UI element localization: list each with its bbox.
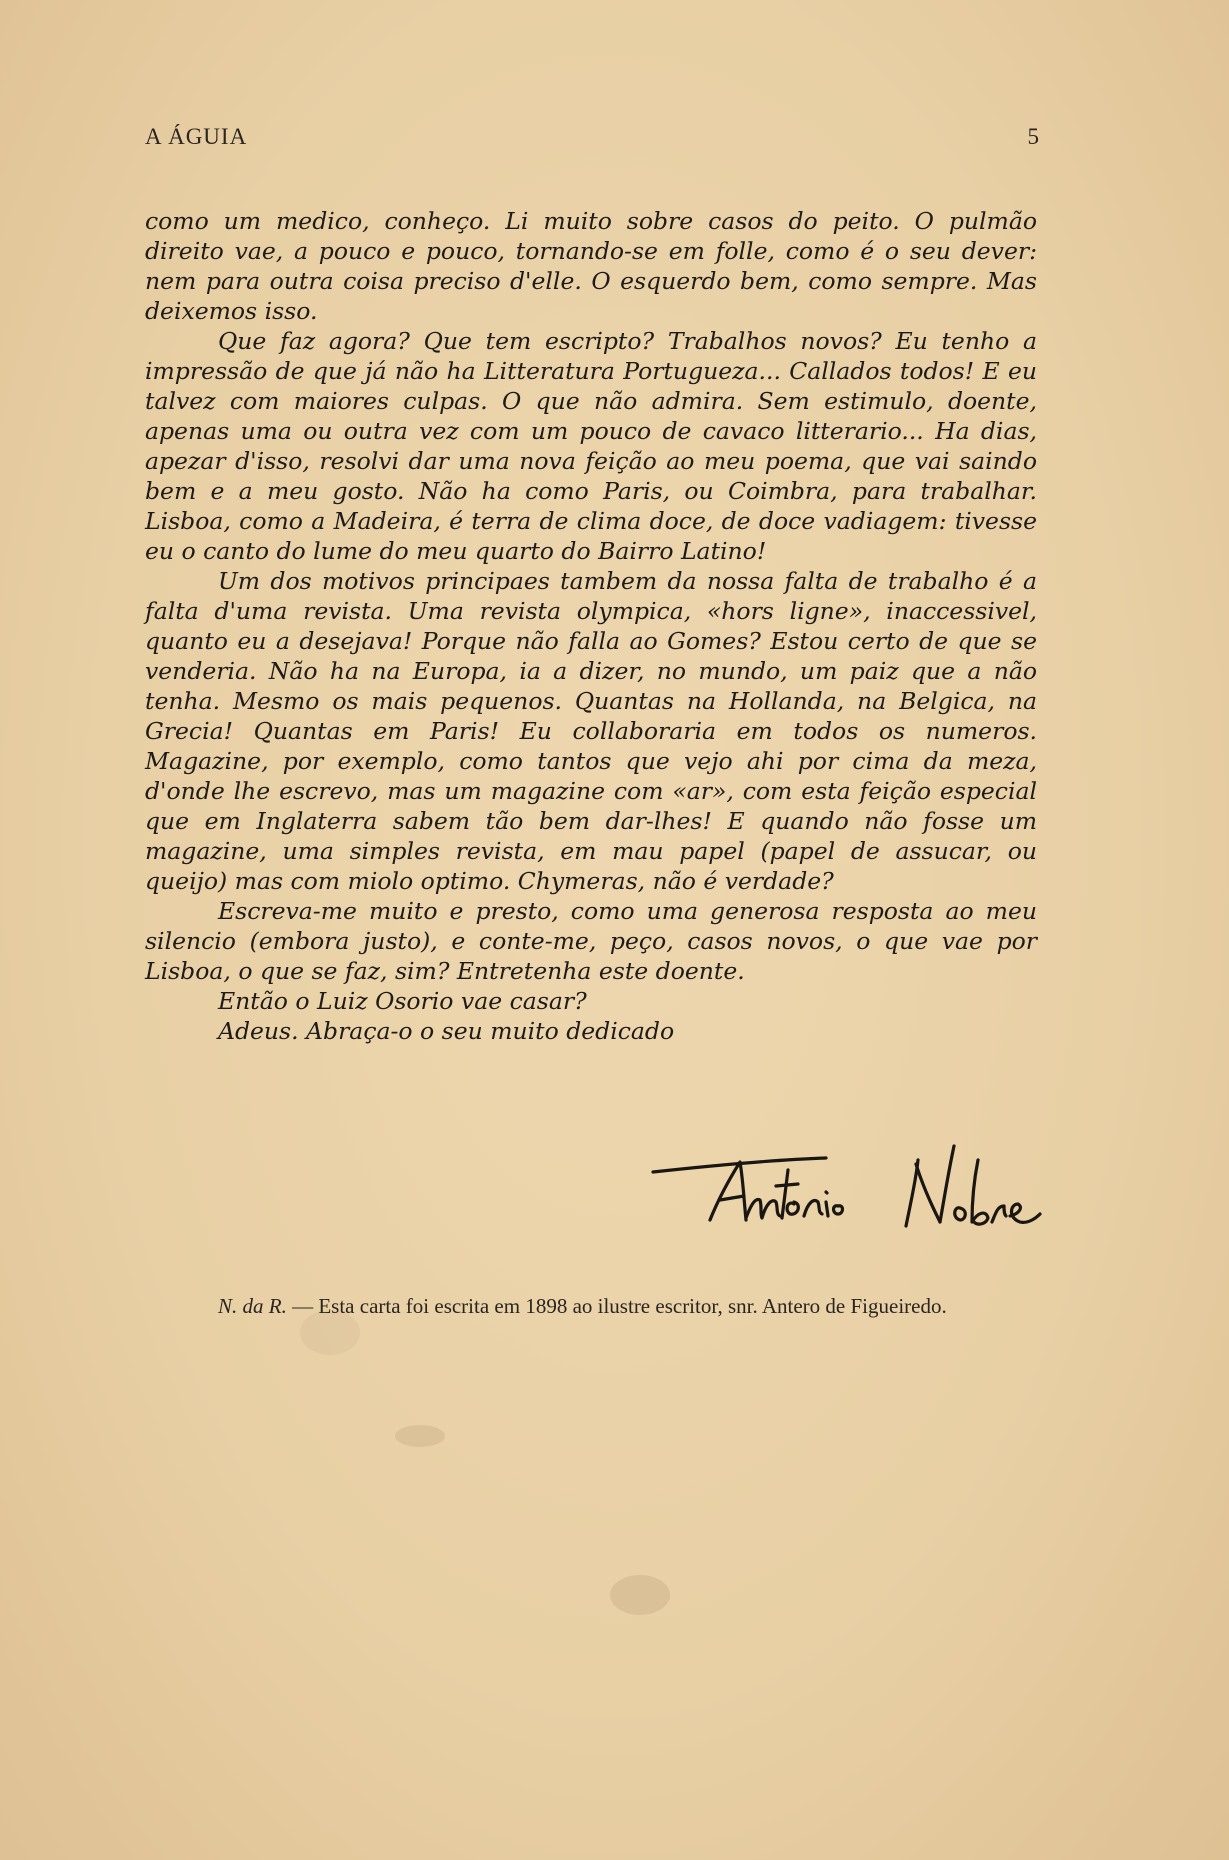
- paper-stain: [610, 1575, 670, 1615]
- letter-paragraph: Escreva-me muito e presto, como uma generosa resposta ao meu silencio (embora justo), e conte-me, peço, casos novos, o que vae por Lisboa, o que se faz, sim? Entretenha este doente.: [145, 897, 1037, 985]
- letter-paragraph: como um medico, conheço. Li muito sobre casos do peito. O pulmão direito vae, a pouco e pouco, tornando-se em folle, como é o seu dever: nem para outra coisa preciso d'elle. O esquerdo bem, como sempre. Mas deixemos isso.: [145, 207, 1037, 325]
- letter-paragraph: Um dos motivos principaes tambem da nossa falta de trabalho é a falta d'uma revista. Uma revista olympica, «hors ligne», inaccessivel, quanto eu a desejava! Porque não falla ao Gomes? Estou certo de que se venderia. Não ha na Europa, ia a dizer, no mundo, um paiz que a não tenha. Mesmo os mais pequenos. Quantas na Hollanda, na Belgica, na Grecia! Quantas em Paris! Eu collaboraria em todos os numeros. Magazine, por exemplo, como tantos que vejo ahi por cima da meza, d'onde lhe escrevo, mas um magazine com «ar», com esta feição especial que em Inglaterra sabem tão bem dar-lhes! E quando não fosse um magazine, uma simples revista, em mau papel (papel de assucar, ou queijo) mas com miolo optimo. Chymeras, não é verdade?: [145, 567, 1037, 895]
- letter-body: [145, 206, 1037, 1046]
- page-header: [145, 124, 1040, 154]
- letter-paragraph: Então o Luiz Osorio vae casar?: [218, 987, 587, 1015]
- journal-title: A ÁGUIA: [145, 124, 248, 149]
- letter-closing: Adeus. Abraça-o o seu muito dedicado: [218, 1017, 675, 1045]
- paper-stain: [395, 1425, 445, 1447]
- handwritten-signature: [648, 1140, 1048, 1250]
- editorial-note: [145, 1292, 1037, 1320]
- letter-paragraph: Que faz agora? Que tem escripto? Trabalhos novos? Eu tenho a impressão de que já não ha Litteratura Portugueza... Callados todos! E eu talvez com maiores culpas. O que não admira. Sem estimulo, doente, apenas uma ou outra vez com um pouco de cavaco litterario... Ha dias, apezar d'isso, resolvi dar uma nova feição ao meu poema, que vai saindo bem e a meu gosto. Não ha como Paris, ou Coimbra, para trabalhar. Lisboa, como a Madeira, é terra de clima doce, de doce vadiagem: tivesse eu o canto do lume do meu quarto do Bairro Latino!: [145, 327, 1037, 565]
- note-text: — Esta carta foi escrita em 1898 ao ilustre escritor, snr. Antero de Figueiredo.: [286, 1294, 947, 1318]
- note-tag: N. da R.: [218, 1294, 287, 1318]
- page-number: 5: [1027, 124, 1040, 149]
